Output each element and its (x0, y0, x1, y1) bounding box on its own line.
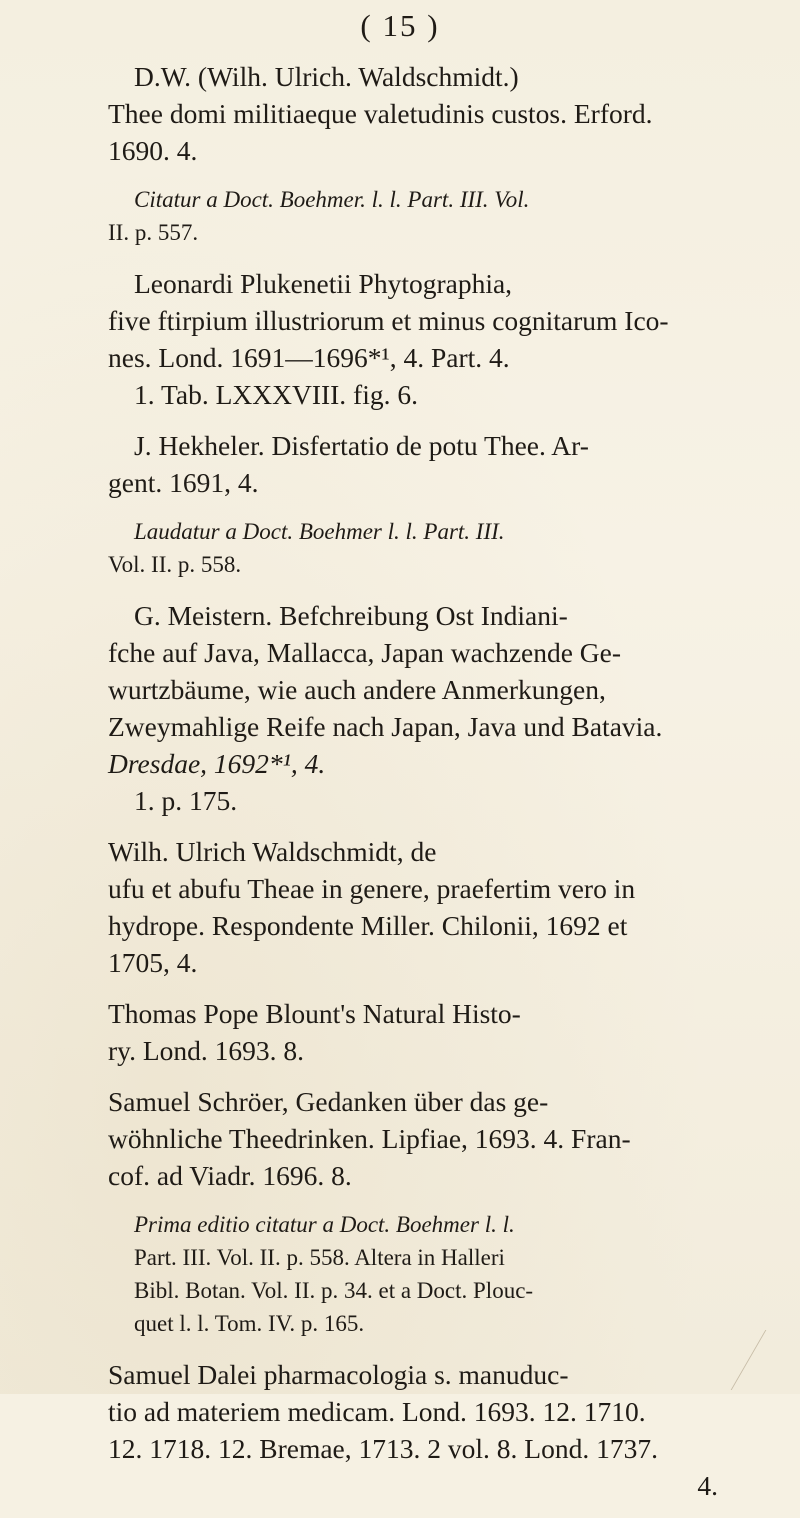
bibliography-text (108, 58, 738, 1518)
bibliography-entry (108, 1356, 738, 1504)
text-line: 4. (697, 1470, 718, 1501)
text-line: five ftirpium illustriorum et minus cognitarum Ico- (108, 305, 669, 336)
bibliography-entry (108, 427, 738, 501)
text-line: fche auf Java, Mallacca, Japan wachzende Ge- (108, 637, 622, 668)
text-line: 1705, 4. (108, 947, 198, 978)
text-line: 1. Tab. LXXXVIII. fig. 6. (134, 379, 418, 410)
text-line: Thee domi militiaeque valetudinis custos. Erford. (108, 98, 653, 129)
text-line: Zweymahlige Reife nach Japan, Java und Batavia. (108, 711, 663, 742)
note-line: II. p. 557. (108, 220, 199, 245)
note-line: quet l. l. Tom. IV. p. 165. (134, 1311, 365, 1336)
page-number: ( 15 ) (360, 8, 440, 43)
text-line: Leonardi Plukenetii Phytographia, (134, 268, 513, 299)
bibliography-entry (108, 265, 738, 413)
bibliography-entry (108, 833, 738, 981)
text-line: tio ad materiem medicam. Lond. 1693. 12. 1710. (108, 1396, 646, 1427)
text-line: wöhnliche Theedrinken. Lipfiae, 1693. 4. Fran- (108, 1123, 631, 1154)
text-line: 12. 1718. 12. Bremae, 1713. 2 vol. 8. Lond. 1737. (108, 1433, 658, 1464)
note-line: Vol. II. p. 558. (108, 552, 242, 577)
paper-crease (731, 1330, 800, 1390)
bibliography-entry (108, 597, 738, 819)
bibliography-entry (108, 58, 738, 169)
text-line: 1. p. 175. (134, 785, 238, 816)
text-line: ufu et abufu Theae in genere, praefertim vero in (108, 873, 636, 904)
text-line: gent. 1691, 4. (108, 467, 259, 498)
text-line: Thomas Pope Blount's Natural Histo- (108, 998, 521, 1029)
note-line: Part. III. Vol. II. p. 558. Altera in Halleri (134, 1245, 505, 1270)
citation-note (108, 183, 738, 249)
text-line: Dresdae, 1692*¹, 4. (108, 748, 326, 779)
text-line: hydrope. Respondente Miller. Chilonii, 1692 et (108, 910, 628, 941)
text-line: D.W. (Wilh. Ulrich. Waldschmidt.) (134, 61, 519, 92)
citation-note (108, 1208, 738, 1340)
text-line: ry. Lond. 1693. 8. (108, 1035, 305, 1066)
bibliography-entry (108, 995, 738, 1069)
citation-note (108, 515, 738, 581)
text-line: Wilh. Ulrich Waldschmidt, de (108, 836, 437, 867)
note-line: Bibl. Botan. Vol. II. p. 34. et a Doct. Plouc- (134, 1278, 534, 1303)
note-line: Laudatur a Doct. Boehmer l. l. Part. III. (134, 519, 505, 544)
text-line: nes. Lond. 1691—1696*¹, 4. Part. 4. (108, 342, 510, 373)
text-line: G. Meistern. Befchreibung Ost Indiani- (134, 600, 568, 631)
text-line: J. Hekheler. Disfertatio de potu Thee. Ar- (134, 430, 589, 461)
text-line: wurtzbäume, wie auch andere Anmerkungen, (108, 674, 606, 705)
text-line: 1690. 4. (108, 135, 198, 166)
note-line: Citatur a Doct. Boehmer. l. l. Part. III. Vol. (134, 187, 530, 212)
text-line: Samuel Dalei pharmacologia s. manuduc- (108, 1359, 569, 1390)
text-line: Samuel Schröer, Gedanken über das ge- (108, 1086, 549, 1117)
bibliography-entry (108, 1083, 738, 1194)
note-line: Prima editio citatur a Doct. Boehmer l. l. (134, 1212, 515, 1237)
text-line: cof. ad Viadr. 1696. 8. (108, 1160, 352, 1191)
